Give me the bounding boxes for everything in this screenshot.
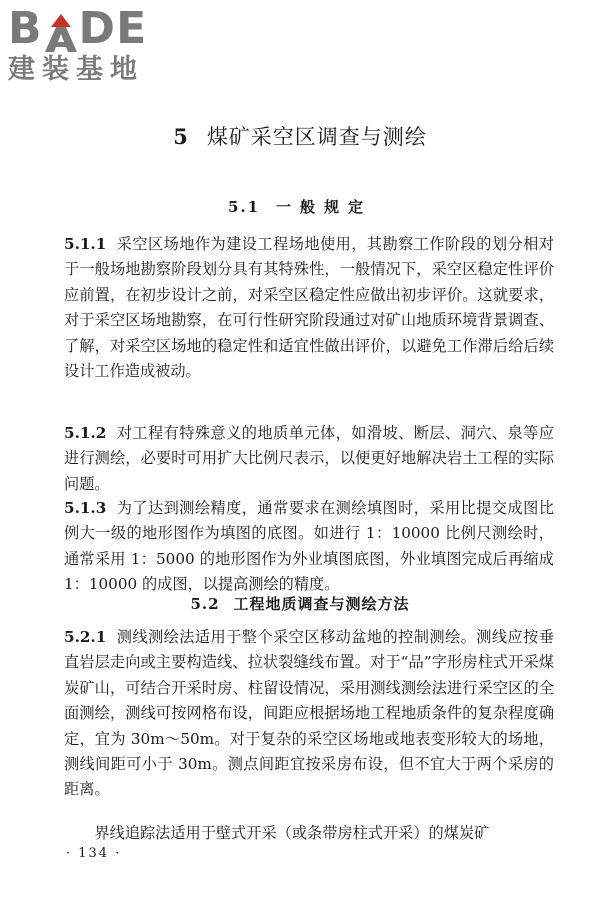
clause-number: 5.1.1	[64, 235, 107, 253]
section-title-text: 工程地质调查与测绘方法	[233, 595, 410, 613]
section-heading-5-1	[0, 195, 600, 219]
paragraph-continuation	[64, 821, 554, 846]
logo-subtitle: 建装基地	[8, 54, 144, 85]
chapter-number: 5	[173, 124, 189, 149]
paragraph-5-1-3	[64, 496, 554, 598]
logo-letter-b: B	[8, 3, 43, 54]
section-number: 5.1	[227, 198, 261, 216]
chapter-title	[0, 122, 600, 152]
bade-logo	[8, 3, 178, 86]
clause-number: 5.2.1	[64, 628, 107, 646]
paragraph-text: 测线测绘法适用于整个采空区移动盆地的控制测绘。测线应按垂直岩层走向或主要构造线、拉状裂缝线布置。对于“品”字形房柱式开采煤炭矿山，可结合开采时房、柱留设情况，采用测线测绘法进行采空区的全面测绘，测线可按网格布设，间距应根据场地工程地质条件的复杂程度确定，宜为 30m～50m。对于复杂的采空区场地或地表变形较大的场地，测线间距可小于 30m。测点间距宜按采房布设，但不宜大于两个采房的距离。	[64, 628, 554, 799]
section-heading-5-2	[0, 592, 600, 616]
chapter-title-text: 煤矿采空区调查与测绘	[206, 125, 427, 149]
logo-letters-de: DE	[78, 3, 148, 54]
paragraph-5-1-1	[64, 232, 554, 384]
clause-number: 5.1.2	[64, 424, 107, 442]
section-title-text: 一般规定	[276, 198, 373, 216]
paragraph-text: 为了达到测绘精度，通常要求在测绘填图时，采用比提交成图比例大一级的地形图作为填图的底图。如进行 1：10000 比例尺测绘时，通常采用 1：5000 的地形图作为外业填图底图，外业填图完成后再缩成 1：10000 的成图，以提高测绘的精度。	[64, 499, 554, 594]
logo-wordmark	[8, 3, 178, 54]
paragraph-text: 界线追踪法适用于壁式开采（或条带房柱式开采）的煤炭矿	[94, 824, 490, 842]
clause-number: 5.1.3	[64, 499, 107, 517]
paragraph-5-2-1	[64, 625, 554, 803]
page-number: · 134 ·	[66, 846, 122, 861]
paragraph-5-1-2	[64, 421, 554, 497]
logo-roof-a-icon	[44, 12, 78, 52]
paragraph-text: 对工程有特殊意义的地质单元体，如滑坡、断层、洞穴、泉等应进行测绘，必要时可用扩大比例尺表示，以便更好地解决岩土工程的实际问题。	[64, 424, 554, 493]
paragraph-text: 采空区场地作为建设工程场地使用，其勘察工作阶段的划分相对于一般场地勘察阶段划分具有其特殊性，一般情况下，采空区稳定性评价应前置，在初步设计之前，对采空区稳定性应做出初步评价。这就要求，对于采空区场地勘察，在可行性研究阶段通过对矿山地质环境背景调查、了解，对采空区场地的稳定性和适宜性做出评价，以避免工作滞后给后续设计工作造成被动。	[64, 235, 554, 381]
section-number: 5.2	[190, 595, 220, 613]
